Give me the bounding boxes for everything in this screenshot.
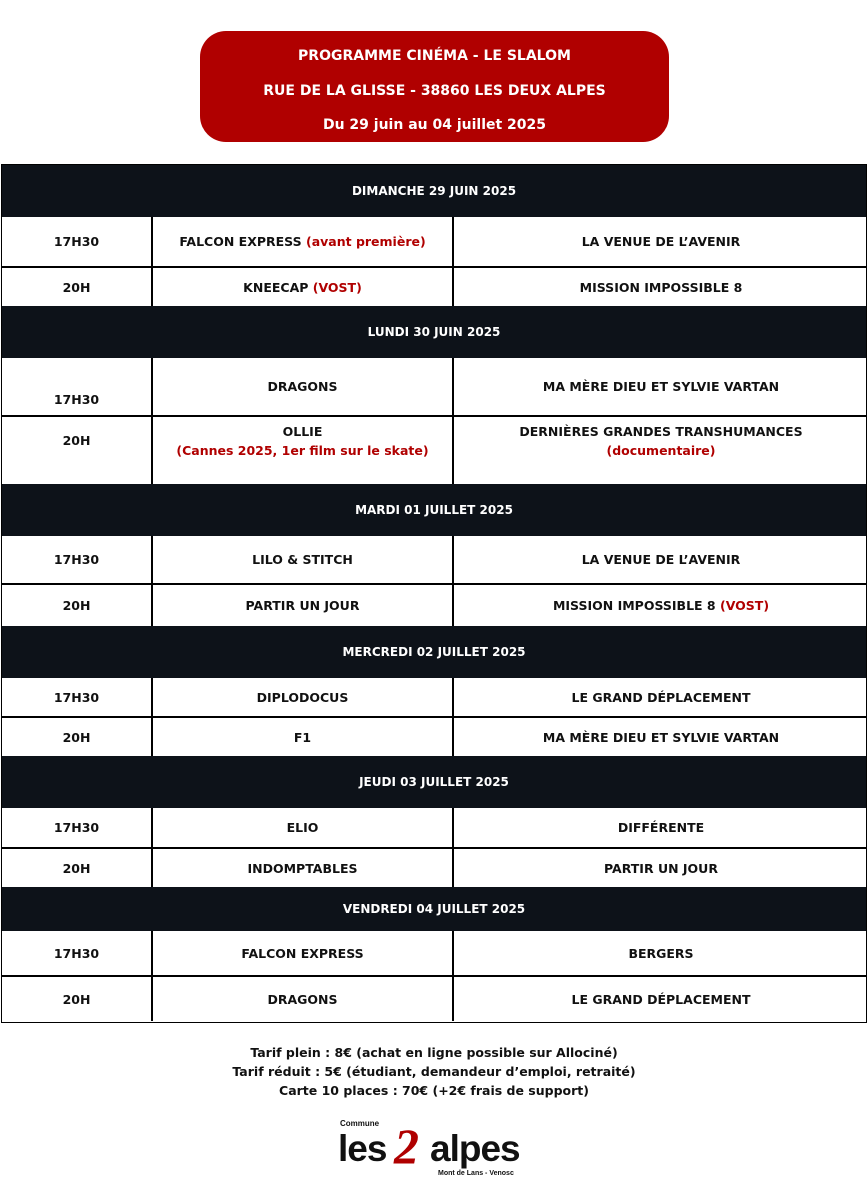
logo-commune: Commune <box>340 1119 380 1128</box>
film-cell <box>153 358 452 415</box>
film-title: FALCON EXPRESS <box>241 945 364 961</box>
film-title: LILO & STITCH <box>252 552 353 567</box>
film-cell <box>153 678 452 716</box>
film-cell <box>454 678 868 716</box>
film-title: KNEECAP <box>243 279 309 295</box>
film-title: ELIO <box>286 820 319 835</box>
film-cell <box>153 718 452 756</box>
header-banner <box>200 31 669 142</box>
schedule-table <box>1 164 867 1023</box>
film-note: (avant première) <box>305 234 426 249</box>
film-cell <box>153 585 452 626</box>
film-note: (VOST) <box>720 598 770 613</box>
commune-logo <box>338 1117 530 1179</box>
pricing-info <box>0 1043 868 1100</box>
film-title: DRAGONS <box>267 379 338 394</box>
table-row <box>2 718 866 756</box>
showtime: 17H30 <box>53 234 100 249</box>
showtime: 17H30 <box>53 820 100 835</box>
showtime: 17H30 <box>53 552 100 567</box>
film-cell <box>454 977 868 1021</box>
table-row <box>2 585 866 626</box>
film-title: MA MÈRE DIEU ET SYLVIE VARTAN <box>542 379 780 394</box>
table-row <box>2 417 866 484</box>
price-full: Tarif plein : 8€ (achat en ligne possible sur Allociné) <box>250 1045 618 1060</box>
film-note: (documentaire) <box>606 443 716 458</box>
film-title: LE GRAND DÉPLACEMENT <box>571 991 751 1007</box>
film-cell <box>153 536 452 583</box>
film-cell <box>454 849 868 887</box>
film-title: MA MÈRE DIEU ET SYLVIE VARTAN <box>542 729 780 745</box>
header-title: PROGRAMME CINÉMA - LE SLALOM <box>298 48 571 64</box>
day-header: MARDI 01 JUILLET 2025 <box>2 484 866 536</box>
table-row <box>2 678 866 716</box>
film-title: INDOMPTABLES <box>247 860 358 876</box>
film-title: FALCON EXPRESS <box>179 234 302 249</box>
logo-subtitle: Mont de Lans - Venosc <box>438 1170 514 1177</box>
showtime: 17H30 <box>53 945 100 961</box>
film-title: PARTIR UN JOUR <box>604 860 718 876</box>
film-cell <box>454 585 868 626</box>
film-cell <box>454 931 868 975</box>
table-row <box>2 268 866 306</box>
film-title: F1 <box>293 729 312 745</box>
film-cell <box>153 808 452 847</box>
film-cell <box>153 849 452 887</box>
showtime: 20H <box>62 991 91 1007</box>
film-cell <box>153 931 452 975</box>
film-cell <box>454 718 868 756</box>
film-title: DIPLODOCUS <box>256 689 349 705</box>
table-row <box>2 977 866 1021</box>
film-title: PARTIR UN JOUR <box>245 598 360 613</box>
film-cell <box>153 977 452 1021</box>
showtime: 20H <box>62 598 91 613</box>
film-title: DERNIÈRES GRANDES TRANSHUMANCES <box>519 424 803 439</box>
film-title: MISSION IMPOSSIBLE 8 <box>579 279 743 295</box>
film-cell <box>153 217 452 266</box>
day-header: JEUDI 03 JUILLET 2025 <box>2 756 866 808</box>
film-title: OLLIE <box>282 424 323 439</box>
day-header: VENDREDI 04 JUILLET 2025 <box>2 887 866 931</box>
logo-two: 2 <box>394 1118 419 1174</box>
day-header: DIMANCHE 29 JUIN 2025 <box>2 165 866 217</box>
film-title: LA VENUE DE L’AVENIR <box>581 552 741 567</box>
film-cell <box>153 417 452 484</box>
film-cell <box>153 268 452 306</box>
showtime: 20H <box>62 729 91 745</box>
showtime: 17H30 <box>53 689 100 705</box>
logo-les: les <box>338 1128 387 1169</box>
showtime: 20H <box>62 860 91 876</box>
day-header: MERCREDI 02 JUILLET 2025 <box>2 626 866 678</box>
film-title: LA VENUE DE L’AVENIR <box>581 234 741 249</box>
film-cell <box>454 217 868 266</box>
film-note: (Cannes 2025, 1er film sur le skate) <box>176 443 429 458</box>
film-title: DRAGONS <box>267 991 338 1007</box>
showtime: 20H <box>62 279 91 295</box>
film-cell <box>454 268 868 306</box>
table-row <box>2 931 866 975</box>
table-row <box>2 808 866 847</box>
film-note: (VOST) <box>312 279 362 295</box>
table-row <box>2 849 866 887</box>
table-row <box>2 358 866 415</box>
film-title: LE GRAND DÉPLACEMENT <box>571 689 751 705</box>
showtime: 20H <box>62 433 91 448</box>
table-row <box>2 536 866 583</box>
header-address: RUE DE LA GLISSE - 38860 LES DEUX ALPES <box>263 83 606 99</box>
day-header: LUNDI 30 JUIN 2025 <box>2 306 866 358</box>
film-cell <box>454 536 868 583</box>
showtime: 17H30 <box>53 392 100 407</box>
price-card: Carte 10 places : 70€ (+2€ frais de support) <box>279 1083 589 1098</box>
film-title: MISSION IMPOSSIBLE 8 <box>552 598 716 613</box>
film-title: BERGERS <box>628 945 694 961</box>
table-row <box>2 217 866 266</box>
price-reduced: Tarif réduit : 5€ (étudiant, demandeur d’emploi, retraité) <box>232 1064 636 1079</box>
film-title: DIFFÉRENTE <box>617 820 705 835</box>
header-dates: Du 29 juin au 04 juillet 2025 <box>322 117 547 133</box>
logo-alpes: alpes <box>430 1128 520 1169</box>
film-cell <box>454 358 868 415</box>
film-cell <box>454 808 868 847</box>
film-cell <box>454 417 868 484</box>
